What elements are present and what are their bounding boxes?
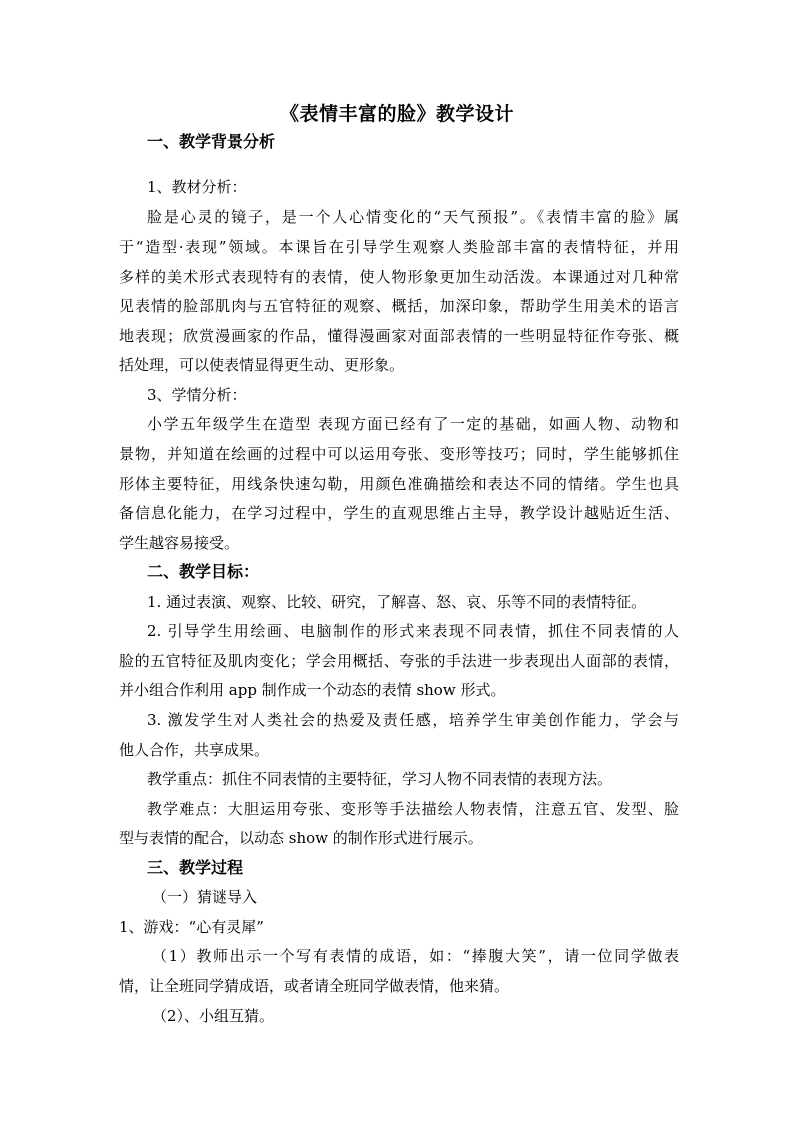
paragraph-line: 形体主要特征，用线条快速勾勒，用颜色准确描绘和表达不同的情绪。学生也具	[119, 475, 679, 493]
section-heading-background: 一、教学背景分析	[147, 132, 276, 151]
objective-1: 1. 通过表演、观察、比较、研究，了解喜、怒、哀、乐等不同的表情特征。	[147, 593, 647, 611]
document-title: 《表情丰富的脸》教学设计	[279, 103, 514, 125]
paragraph-line: 型与表情的配合，以动态 show 的制作形式进行展示。	[119, 829, 483, 847]
paragraph-line: 并小组合作利用 app 制作成一个动态的表情 show 形式。	[119, 681, 506, 699]
paragraph-line: 他人合作，共享成果。	[119, 741, 270, 759]
paragraph-line: （2）、小组互猜。	[152, 1007, 275, 1025]
paragraph-line: 括处理，可以使表情显得更生动、更形象。	[119, 356, 405, 374]
paragraph-line: 地表现；欣赏漫画家的作品，懂得漫画家对面部表情的一些明显特征作夸张、概	[119, 327, 679, 345]
paragraph-line: 多样的美术形式表现特有的表情，使人物形象更加生动活泼。本课通过对几种常	[119, 268, 679, 286]
paragraph-line: 情，让全班同学猜成语，或者请全班同学做表情，他来猜。	[119, 977, 510, 995]
subheading-student-analysis: 3、学情分析：	[147, 386, 247, 404]
paragraph-line: （1）教师出示一个写有表情的成语，如：“捧腹大笑”，请一位同学做表	[152, 947, 679, 965]
game-line: 1、游戏：“心有灵犀”	[119, 918, 264, 936]
section-heading-process: 三、教学过程	[147, 858, 244, 877]
paragraph-line: 2. 引导学生用绘画、电脑制作的形式来表现不同表情，抓住不同表情的人	[147, 622, 679, 640]
subheading-riddle-intro: （一）猜谜导入	[152, 888, 258, 906]
section-heading-objectives: 二、教学目标：	[147, 562, 260, 581]
paragraph-line: 备信息化能力，在学习过程中，学生的直观思维占主导，教学设计越贴近生活、	[119, 504, 679, 522]
paragraph-line: 见表情的脸部肌肉与五官特征的观察、概括，加深印象，帮助学生用美术的语言	[119, 297, 679, 315]
paragraph-line: 脸的五官特征及肌肉变化；学会用概括、夸张的手法进一步表现出人面部的表情，	[119, 652, 679, 670]
paragraph-line: 3. 激发学生对人类社会的热爱及责任感，培养学生审美创作能力，学会与	[147, 711, 679, 729]
paragraph-line: 学生越容易接受。	[119, 534, 240, 552]
teaching-key-point: 教学重点：抓住不同表情的主要特征，学习人物不同表情的表现方法。	[147, 770, 613, 788]
paragraph-line: 脸是心灵的镜子，是一个人心情变化的“天气预报”。《表情丰富的脸》属	[147, 208, 679, 226]
paragraph-line: 于“造型·表现”领域。本课旨在引导学生观察人类脸部丰富的表情特征，并用	[119, 238, 679, 256]
paragraph-line: 景物，并知道在绘画的过程中可以运用夸张、变形等技巧；同时，学生能够抓住	[119, 445, 679, 463]
subheading-textbook-analysis: 1、教材分析：	[147, 178, 247, 196]
paragraph-line: 小学五年级学生在造型 表现方面已经有了一定的基础，如画人物、动物和	[147, 415, 679, 433]
teaching-difficulty: 教学难点：大胆运用夸张、变形等手法描绘人物表情，注意五官、发型、脸	[147, 800, 679, 818]
